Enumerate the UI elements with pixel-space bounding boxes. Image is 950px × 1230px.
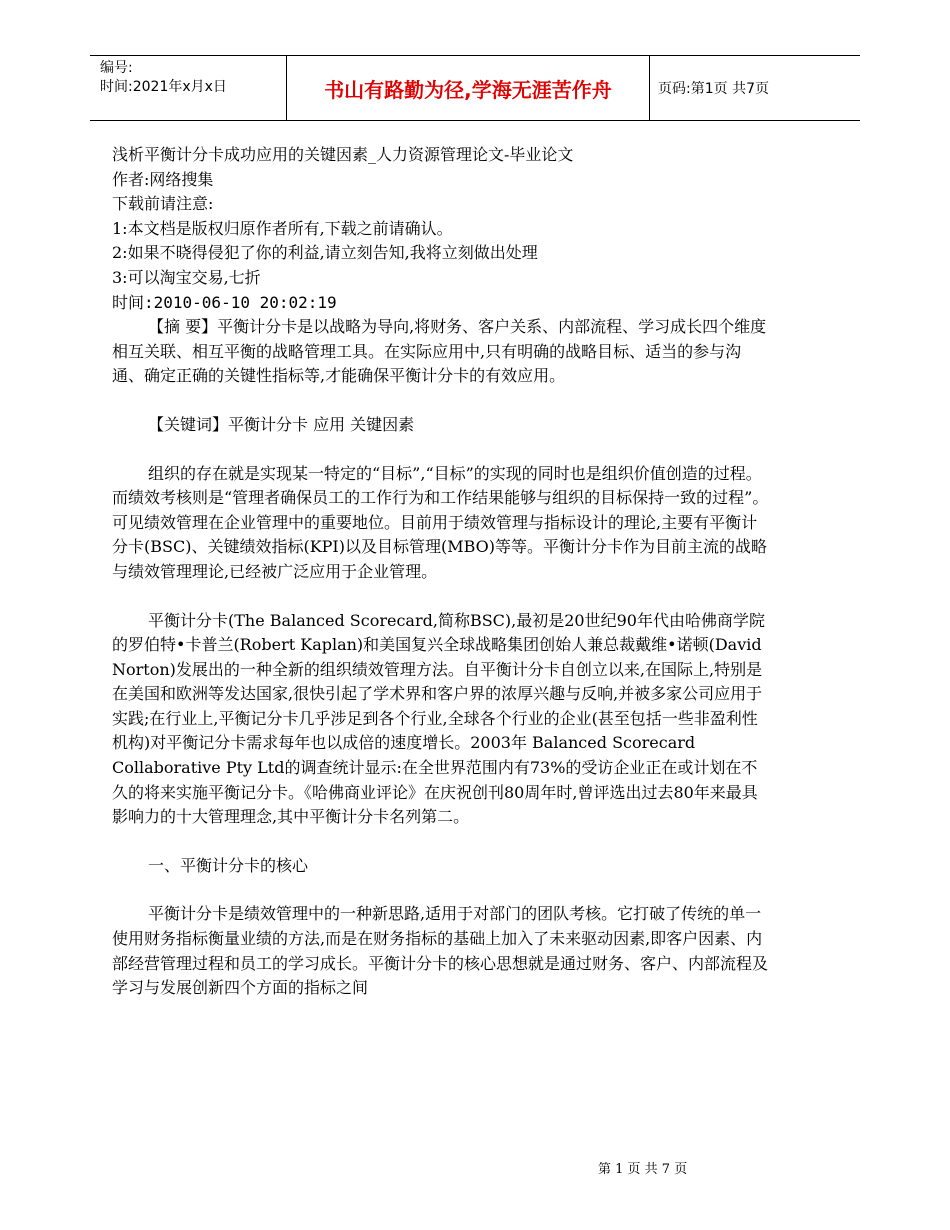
page-footer: 第 1 页 共 7 页 (598, 1162, 688, 1177)
notice-item-2: 2:如果不晓得侵犯了你的利益,请立刻告知,我将立刻做出处理 (112, 243, 538, 263)
spacer (112, 830, 772, 854)
section-heading-1: 一、平衡计分卡的核心 (148, 855, 309, 875)
header-time: 时间:2021年x月x日 (100, 79, 227, 95)
notice-item-1: 1:本文档是版权归原作者所有,下载之前请确认。 (112, 218, 453, 238)
abstract: 【摘 要】平衡计分卡是以战略为导向,将财务、客户关系、内部流程、学习成长四个维度相互关联、相互平衡的战略管理工具。在实际应用中,只有明确的战略目标、适当的参与沟通、确定正确的关键性指标等,才能确保平衡计分卡的有效应用。 (112, 317, 767, 386)
notice-item-3: 3:可以淘宝交易,七折 (112, 267, 261, 287)
document-title: 浅析平衡计分卡成功应用的关键因素_人力资源管理论文-毕业论文 (112, 145, 574, 164)
spacer (112, 878, 772, 902)
page-header (90, 55, 860, 121)
keywords: 【关键词】平衡计分卡 应用 关键因素 (148, 414, 415, 434)
paragraph-3: 平衡计分卡是绩效管理中的一种新思路,适用于对部门的团队考核。它打破了传统的单一使用财务指标衡量业绩的方法,而是在财务指标的基础上加入了未来驱动因素,即客户因素、内部经营管理过程和员工的学习成长。平衡计分卡的核心思想就是通过财务、客户、内部流程及学习与发展创新四个方面的指标之间 (112, 904, 769, 998)
header-meta (90, 56, 286, 120)
time-line: 时间:2010-06-10 20:02:19 (112, 292, 337, 312)
header-motto: 书山有路勤为径,学海无涯苦作舟 (286, 56, 650, 120)
header-number: 编号: (100, 60, 133, 76)
spacer (112, 585, 772, 609)
paragraph-1: 组织的存在就是实现某一特定的“目标”,“目标”的实现的同时也是组织价值创造的过程。而绩效考核则是“管理者确保员工的工作行为和工作结果能够与组织的目标保持一致的过程”。可见绩效管理在企业管理中的重要地位。目前用于绩效管理与指标设计的理论,主要有平衡计分卡(BSC)、关键绩效指标(KPI)以及目标管理(MBO)等等。平衡计分卡作为目前主流的战略与绩效管理理论,已经被广泛应用于企业管理。 (112, 463, 769, 581)
spacer (112, 438, 772, 462)
spacer (112, 389, 772, 413)
author-line: 作者:网络搜集 (112, 169, 214, 189)
paragraph-2: 平衡计分卡(The Balanced Scorecard,简称BSC),最初是20世纪90年代由哈佛商学院的罗伯特•卡普兰(Robert Kaplan)和美国复兴全球战略集团创始人兼总裁戴维•诺顿(David Norton)发展出的一种全新的组织绩效管理方法。自平衡计分卡自创立以来,在国际上,特别是在美国和欧洲等发达国家,很快引起了学术界和客户界的浓厚兴趣与反响,并被多家公司应用于实践;在行业上,平衡记分卡几乎涉足到各个行业,全球各个行业的企业(甚至包括一些非盈利性机构)对平衡记分卡需求每年也以成倍的速度增长。2003年 Balanced Scorecard Collaborative Pty Ltd的调查统计显示:在全世界范围内有73%的受访企业正在或计划在不久的将来实施平衡记分卡。《哈佛商业评论》在庆祝创刊80周年时,曾评选出过去80年来最具影响力的十大管理理念,其中平衡计分卡名列第二。 (112, 610, 765, 827)
document-body (112, 143, 772, 1001)
header-page-info: 页码:第1页 共7页 (658, 81, 769, 97)
notice-title: 下载前请注意: (112, 194, 214, 214)
